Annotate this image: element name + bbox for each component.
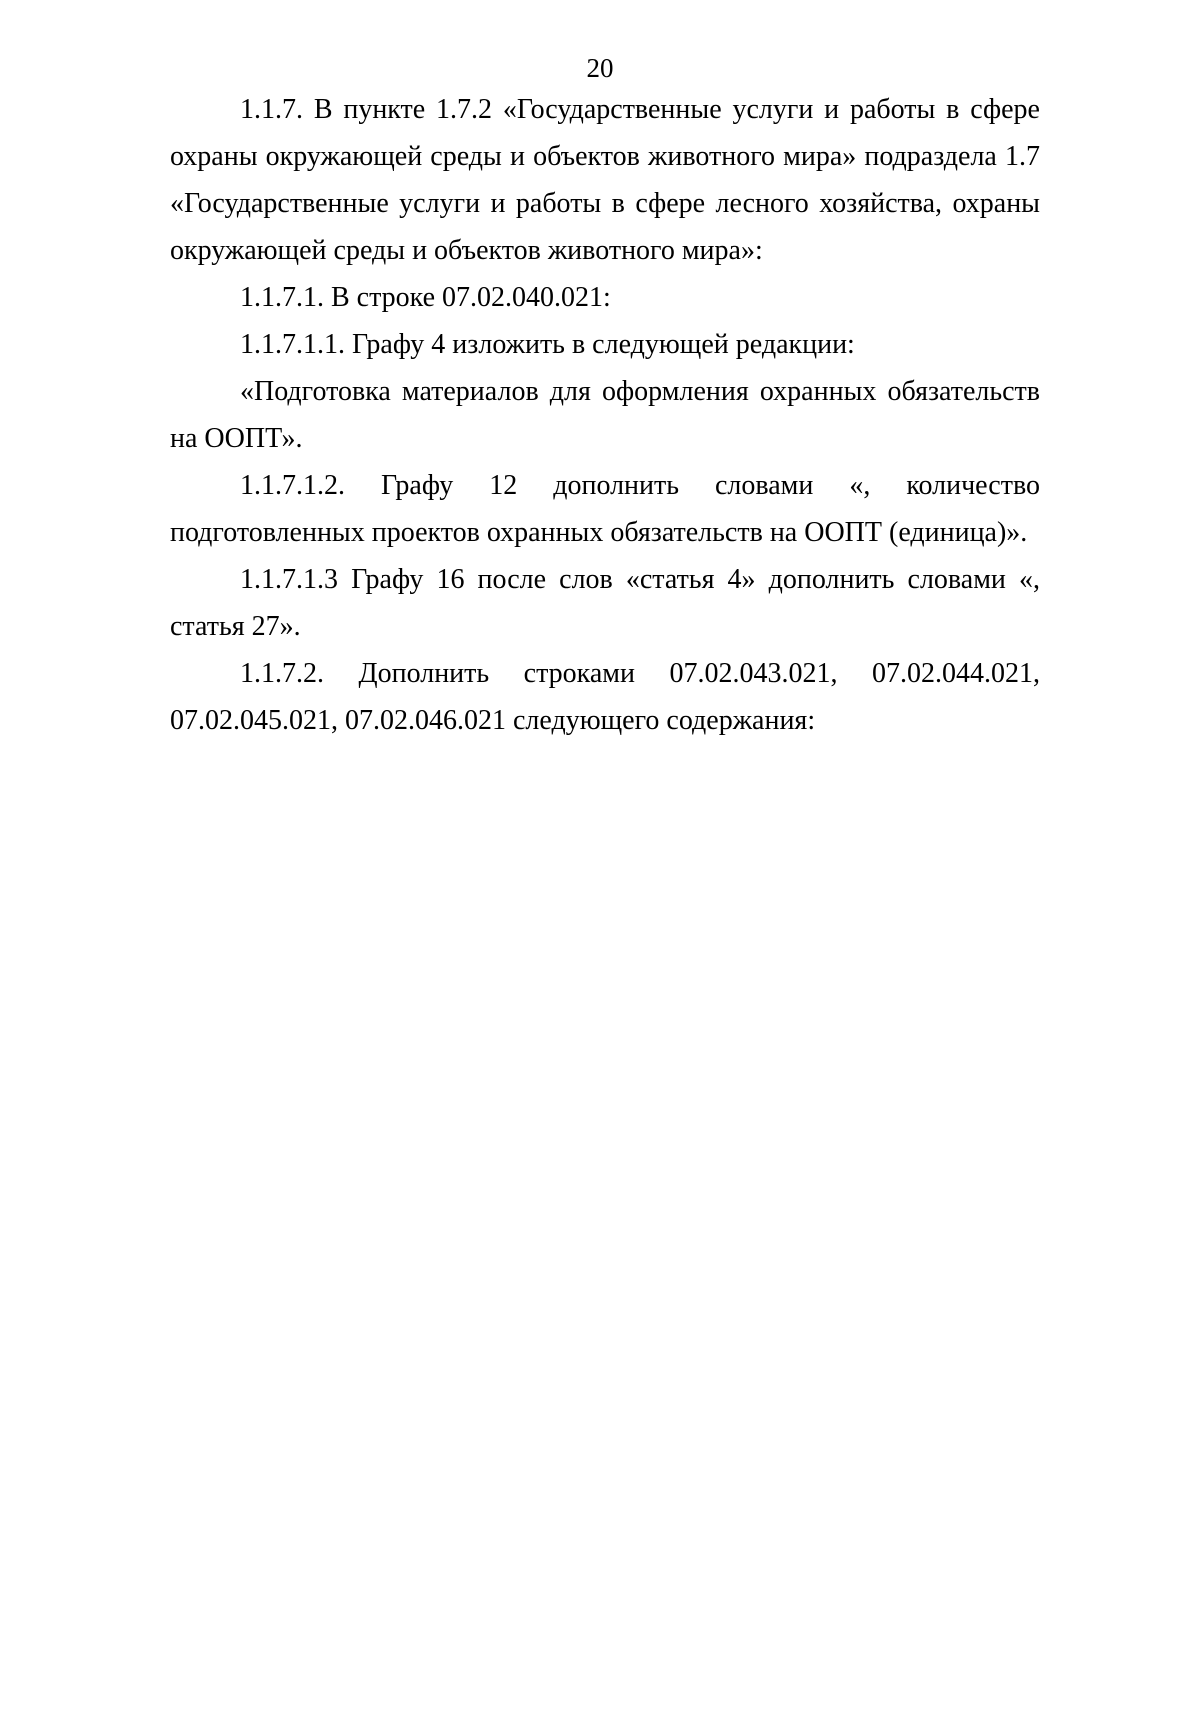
paragraph-1-1-7-1-2: 1.1.7.1.2. Графу 12 дополнить словами «, количество подготовленных проектов охранных обязательств на ООПТ (единица)». (170, 470, 1040, 548)
paragraph-1-1-7-1-1: 1.1.7.1.1. Графу 4 изложить в следующей редакции: (240, 329, 855, 360)
document-body (170, 86, 1040, 744)
paragraph-1-1-7-1: 1.1.7.1. В строке 07.02.040.021: (240, 282, 611, 313)
paragraph-quoted-text: «Подготовка материалов для оформления охранных обязательств на ООПТ». (170, 376, 1040, 454)
page-number: 20 (586, 53, 614, 83)
paragraph-1-1-7-1-3: 1.1.7.1.3 Графу 16 после слов «статья 4» дополнить словами «, статья 27». (170, 564, 1040, 642)
paragraph-1-1-7: 1.1.7. В пункте 1.7.2 «Государственные услуги и работы в сфере охраны окружающей среды и объектов животного мира» подраздела 1.7 «Государственные услуги и работы в сфере лесного хозяйства, охраны окружающей среды и объектов животного мира»: (170, 94, 1040, 266)
paragraph-1-1-7-2: 1.1.7.2. Дополнить строками 07.02.043.021, 07.02.044.021, 07.02.045.021, 07.02.046.021 следующего содержания: (170, 658, 1040, 736)
